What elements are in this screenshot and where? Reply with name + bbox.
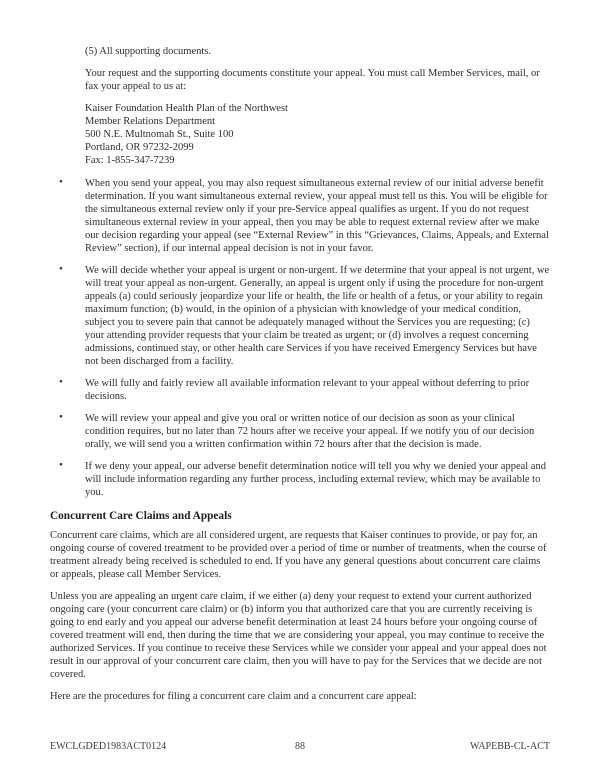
numbered-item-5: (5) All supporting documents. xyxy=(85,46,211,57)
bullet-item-denial-notice: • If we deny your appeal, our adverse benefit determination notice will tell you why we denied your appeal and will include information regarding any further process, including external review, which may be available to you. xyxy=(85,460,550,499)
page-footer xyxy=(50,741,550,753)
footer-plan-code: WAPEBB-CL-ACT xyxy=(470,741,550,752)
bullet-item-fair-review: • We will fully and fairly review all available information relevant to your appeal without deferring to prior decisions. xyxy=(85,377,550,403)
footer-document-code: EWCLGDED1983ACT0124 xyxy=(50,741,167,752)
address-line-street: 500 N.E. Multnomah St., Suite 100 xyxy=(85,129,234,140)
bullet-item-72-hours: • We will review your appeal and give you oral or written notice of our decision as soon as your clinical condition requires, but no later than 72 hours after we receive your appeal. If we notify you of our decision orally, we will send you a written confirmation within 72 hours after that the decision is made. xyxy=(85,412,550,451)
intro-paragraph: Your request and the supporting documents constitute your appeal. You must call Member Services, mail, or fax your appeal to us at: xyxy=(85,68,540,92)
section-paragraph-2: Unless you are appealing an urgent care claim, if we either (a) deny your request to extend your current authorized ongoing care (your concurrent care claim) or (b) inform you that authorized care that you are currently receiving is going to end early and you appeal our adverse benefit determination at least 24 hours before your ongoing course of covered treatment will end, then during the time that we are considering your appeal, you may continue to receive the authorized Services. If you continue to receive these Services while we consider your appeal and your appeal does not result in our approval of your concurrent care claim, then you will have to pay for the Services that we decide are not covered. xyxy=(50,591,547,680)
bullet-list xyxy=(50,177,550,499)
address-line-city: Portland, OR 97232-2099 xyxy=(85,142,194,153)
address-block xyxy=(85,102,550,167)
address-line-org: Kaiser Foundation Health Plan of the Northwest xyxy=(85,103,288,114)
bullet-item-simultaneous-review: • When you send your appeal, you may also request simultaneous external review of our initial adverse benefit determination. If you want simultaneous external review, your appeal must tell us this. You will be eligible for the simultaneous external review only if your pre-Service appeal qualifies as urgent. If you do not request simultaneous external review in your appeal, then you may be able to request external review after we make our decision regarding your appeal (see “External Review” in this “Grievances, Claims, Appeals, and External Review” section), if our internal appeal decision is not in your favor. xyxy=(85,177,550,255)
footer-page-number: 88 xyxy=(295,741,305,752)
section-paragraph-3: Here are the procedures for filing a concurrent care claim and a concurrent care appeal: xyxy=(50,691,417,702)
page-content xyxy=(50,45,550,712)
bullet-item-urgent-decision: • We will decide whether your appeal is urgent or non-urgent. If we determine that your appeal is not urgent, we will treat your appeal as non-urgent. Generally, an appeal is urgent only if using the procedure for non-urgent appeals (a) could seriously jeopardize your life or health, the life or health of a fetus, or your ability to regain maximum function; (b) would, in the opinion of a physician with knowledge of your medical condition, subject you to severe pain that cannot be adequately managed without the Services you are requesting; (c) your attending provider requests that your claim be treated as urgent; or (d) involves a request concerning admissions, continued stay, or other health care Services if you have received Emergency Services but have not been discharged from a facility. xyxy=(85,264,550,368)
address-line-fax: Fax: 1-855-347-7239 xyxy=(85,155,175,166)
section-heading: Concurrent Care Claims and Appeals xyxy=(50,510,232,522)
section-paragraph-1: Concurrent care claims, which are all considered urgent, are requests that Kaiser continues to provide, or pay for, an ongoing course of covered treatment to be provided over a period of time or number of treatments, when the course of treatment already being received is scheduled to end. If you have any general questions about concurrent care claims or appeals, please call Member Services. xyxy=(50,530,547,580)
address-line-dept: Member Relations Department xyxy=(85,116,216,127)
